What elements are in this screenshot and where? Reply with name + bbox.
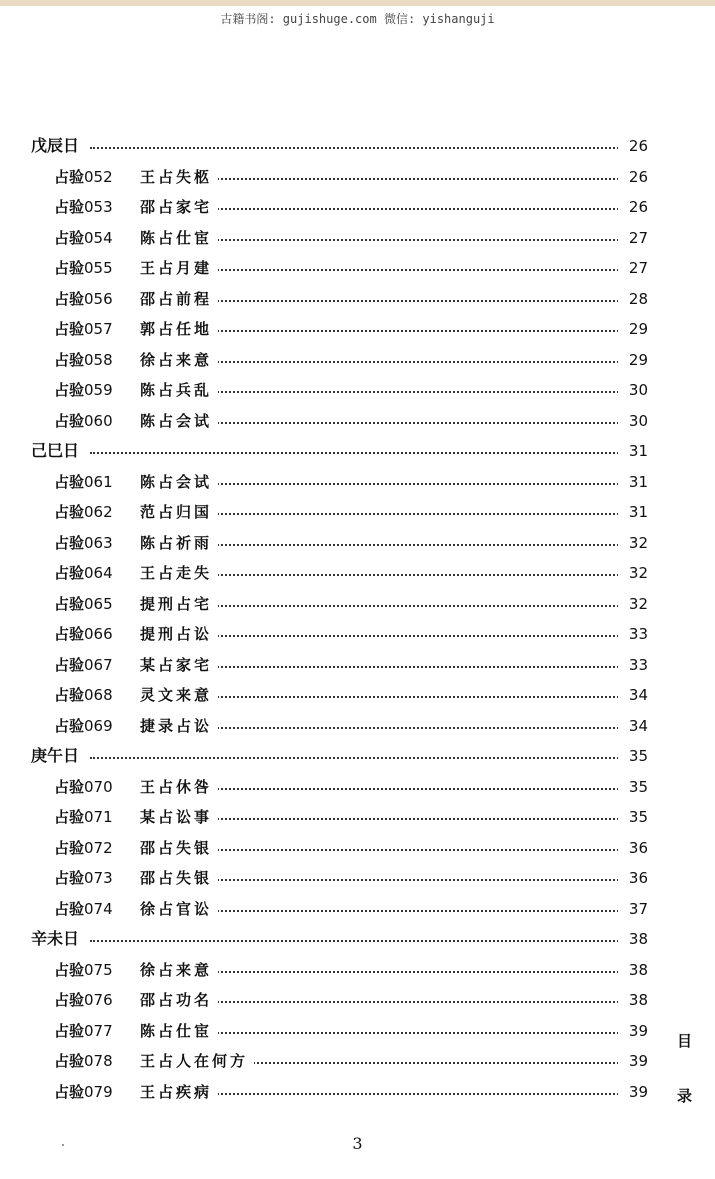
entry-code — [54, 406, 140, 437]
entry-label: 占验 — [54, 1021, 85, 1040]
entry-title-group — [54, 162, 218, 193]
entry-label: 占验 — [54, 350, 85, 369]
entry-code — [54, 650, 140, 681]
entry-page-number: 33 — [618, 619, 648, 650]
toc-entry-row — [0, 192, 715, 223]
entry-label: 占验 — [54, 808, 85, 826]
toc-entry-row — [0, 375, 715, 406]
section-title: 戊辰日 — [31, 131, 85, 162]
entry-title-group — [54, 558, 218, 589]
entry-label: 占验 — [54, 1052, 85, 1070]
entry-code — [54, 833, 140, 864]
entry-code — [54, 528, 140, 559]
entry-number: 078 — [84, 1052, 113, 1070]
dot-leader — [90, 757, 623, 759]
entry-number: 071 — [84, 808, 113, 826]
toc-entry-row — [0, 589, 715, 620]
entry-code — [54, 802, 140, 833]
toc-section-row — [0, 436, 715, 467]
entry-number: 072 — [84, 838, 113, 857]
entry-number: 064 — [84, 564, 113, 582]
entry-label: 占验 — [54, 869, 85, 887]
entry-title-group — [54, 680, 218, 711]
toc-entry-row — [0, 772, 715, 803]
entry-code — [54, 1077, 140, 1108]
toc-entry-row — [0, 406, 715, 437]
toc-entry-row — [0, 711, 715, 742]
entry-title: 邵占前程 — [140, 289, 213, 308]
toc-entry-row — [0, 284, 715, 315]
entry-code — [54, 162, 140, 193]
entry-number: 075 — [84, 960, 113, 979]
entry-page-number: 32 — [618, 558, 648, 589]
entry-page-number: 32 — [618, 528, 648, 559]
entry-title: 王占走失 — [140, 564, 213, 582]
entry-page-number: 34 — [618, 711, 648, 742]
entry-title: 邵占功名 — [140, 991, 213, 1009]
toc-entry-row — [0, 1016, 715, 1047]
entry-title: 某占讼事 — [140, 808, 213, 826]
entry-title-group — [54, 955, 218, 986]
entry-page-number: 35 — [618, 772, 648, 803]
entry-title-group — [54, 345, 218, 376]
section-page-number: 35 — [618, 741, 648, 772]
entry-number: 070 — [84, 777, 113, 796]
toc-entry-row — [0, 802, 715, 833]
entry-title-group — [54, 833, 218, 864]
toc-entry-row — [0, 467, 715, 498]
entry-title: 陈占会试 — [140, 472, 213, 491]
entry-label: 占验 — [54, 533, 85, 552]
entry-title: 陈占仕宦 — [140, 1021, 213, 1040]
toc-entry-row — [0, 985, 715, 1016]
entry-page-number: 38 — [618, 985, 648, 1016]
toc-entry-row — [0, 619, 715, 650]
entry-number: 053 — [84, 198, 113, 216]
entry-label: 占验 — [54, 838, 85, 857]
entry-label: 占验 — [54, 259, 85, 277]
entry-title-group — [54, 467, 218, 498]
entry-title-group — [54, 772, 218, 803]
entry-number: 067 — [84, 655, 113, 674]
entry-title-group — [54, 192, 218, 223]
entry-title-group — [54, 619, 218, 650]
side-label-lu: 录 — [677, 1087, 693, 1105]
entry-title-group — [54, 253, 218, 284]
toc-entry-row — [0, 314, 715, 345]
entry-title-group — [54, 314, 218, 345]
entry-title: 徐占官讼 — [140, 899, 213, 918]
entry-title: 邵占家宅 — [140, 198, 213, 216]
section-title: 己巳日 — [31, 436, 85, 467]
entry-title-group — [54, 375, 218, 406]
entry-title-group — [54, 802, 218, 833]
entry-code — [54, 955, 140, 986]
toc-entry-row — [0, 1046, 715, 1077]
entry-page-number: 36 — [618, 863, 648, 894]
entry-page-number: 32 — [618, 589, 648, 620]
dot-leader — [90, 940, 623, 942]
entry-label: 占验 — [54, 716, 85, 735]
entry-code — [54, 1016, 140, 1047]
toc-entry-row — [0, 680, 715, 711]
entry-code — [54, 345, 140, 376]
entry-code — [54, 284, 140, 315]
entry-title-group — [54, 223, 218, 254]
entry-label: 占验 — [54, 381, 85, 399]
section-page-number: 31 — [618, 436, 648, 467]
entry-title: 王占失柩 — [140, 167, 213, 186]
entry-code — [54, 589, 140, 620]
entry-number: 066 — [84, 625, 113, 643]
toc-entry-row — [0, 650, 715, 681]
entry-title: 邵占失银 — [140, 838, 213, 857]
toc-entry-row — [0, 833, 715, 864]
watermark-text: 古籍书阁: gujishuge.com 微信: yishanguji — [220, 12, 495, 26]
table-of-contents — [0, 131, 715, 1107]
entry-page-number: 28 — [618, 284, 648, 315]
entry-title-group — [54, 1077, 218, 1108]
entry-title: 郭占任地 — [140, 320, 213, 338]
entry-title: 王占疾病 — [140, 1082, 213, 1101]
entry-label: 占验 — [54, 472, 85, 491]
entry-page-number: 35 — [618, 802, 648, 833]
top-border — [0, 0, 715, 6]
entry-label: 占验 — [54, 320, 85, 338]
scan-speck — [62, 1144, 64, 1146]
entry-title: 范占归国 — [140, 503, 213, 521]
entry-page-number: 27 — [618, 223, 648, 254]
entry-title-group — [54, 863, 218, 894]
entry-page-number: 26 — [618, 162, 648, 193]
entry-page-number: 29 — [618, 345, 648, 376]
entry-label: 占验 — [54, 167, 85, 186]
entry-label: 占验 — [54, 198, 85, 216]
entry-title: 陈占祈雨 — [140, 533, 213, 552]
entry-page-number: 37 — [618, 894, 648, 925]
entry-page-number: 26 — [618, 192, 648, 223]
entry-code — [54, 863, 140, 894]
entry-title-group — [54, 589, 218, 620]
toc-entry-row — [0, 528, 715, 559]
section-title: 庚午日 — [31, 741, 85, 772]
entry-title-group — [54, 284, 218, 315]
entry-code — [54, 314, 140, 345]
entry-label: 占验 — [54, 686, 85, 704]
entry-page-number: 29 — [618, 314, 648, 345]
entry-page-number: 27 — [618, 253, 648, 284]
entry-title: 王占人在何方 — [140, 1052, 249, 1070]
entry-title: 提刑占讼 — [140, 625, 213, 643]
toc-entry-row — [0, 863, 715, 894]
entry-title-group — [54, 1016, 218, 1047]
entry-title: 邵占失银 — [140, 869, 213, 887]
page-number: 3 — [352, 1134, 363, 1153]
entry-title-group — [54, 497, 218, 528]
entry-label: 占验 — [54, 777, 85, 796]
entry-title: 陈占仕宦 — [140, 228, 213, 247]
entry-number: 059 — [84, 381, 113, 399]
entry-label: 占验 — [54, 1082, 85, 1101]
section-page-number: 26 — [618, 131, 648, 162]
entry-code — [54, 985, 140, 1016]
entry-title: 王占休咎 — [140, 777, 213, 796]
entry-title: 捷录占讼 — [140, 716, 213, 735]
toc-entry-row — [0, 223, 715, 254]
entry-title-group — [54, 894, 218, 925]
toc-entry-row — [0, 1077, 715, 1108]
entry-title-group — [54, 528, 218, 559]
entry-number: 068 — [84, 686, 113, 704]
entry-label: 占验 — [54, 411, 85, 430]
entry-label: 占验 — [54, 991, 85, 1009]
entry-title-group — [54, 711, 218, 742]
entry-label: 占验 — [54, 228, 85, 247]
toc-entry-row — [0, 497, 715, 528]
entry-number: 077 — [84, 1021, 113, 1040]
toc-entry-row — [0, 162, 715, 193]
entry-title-group — [54, 1046, 254, 1077]
entry-title: 王占月建 — [140, 259, 213, 277]
entry-label: 占验 — [54, 960, 85, 979]
entry-label: 占验 — [54, 564, 85, 582]
entry-page-number: 39 — [618, 1016, 648, 1047]
entry-label: 占验 — [54, 594, 85, 613]
entry-number: 058 — [84, 350, 113, 369]
toc-entry-row — [0, 955, 715, 986]
entry-number: 079 — [84, 1082, 113, 1101]
side-label-mu: 目 — [677, 1032, 693, 1050]
entry-code — [54, 223, 140, 254]
entry-title: 徐占来意 — [140, 350, 213, 369]
entry-number: 057 — [84, 320, 113, 338]
entry-page-number: 31 — [618, 467, 648, 498]
entry-label: 占验 — [54, 899, 85, 918]
entry-number: 069 — [84, 716, 113, 735]
toc-section-row — [0, 131, 715, 162]
entry-title: 某占家宅 — [140, 655, 213, 674]
entry-number: 062 — [84, 503, 113, 521]
toc-section-row — [0, 924, 715, 955]
entry-page-number: 36 — [618, 833, 648, 864]
entry-page-number: 33 — [618, 650, 648, 681]
entry-number: 063 — [84, 533, 113, 552]
entry-page-number: 34 — [618, 680, 648, 711]
entry-code — [54, 1046, 140, 1077]
section-page-number: 38 — [618, 924, 648, 955]
entry-code — [54, 680, 140, 711]
entry-page-number: 30 — [618, 406, 648, 437]
entry-page-number: 30 — [618, 375, 648, 406]
dot-leader — [90, 452, 623, 454]
entry-code — [54, 497, 140, 528]
entry-number: 065 — [84, 594, 113, 613]
entry-number: 054 — [84, 228, 113, 247]
entry-number: 074 — [84, 899, 113, 918]
toc-entry-row — [0, 558, 715, 589]
entry-title: 陈占兵乱 — [140, 381, 213, 399]
toc-entry-row — [0, 894, 715, 925]
entry-number: 056 — [84, 289, 113, 308]
entry-code — [54, 558, 140, 589]
entry-title: 灵文来意 — [140, 686, 213, 704]
entry-label: 占验 — [54, 625, 85, 643]
entry-page-number: 38 — [618, 955, 648, 986]
dot-leader — [90, 147, 623, 149]
entry-title-group — [54, 406, 218, 437]
entry-title-group — [54, 985, 218, 1016]
entry-title: 陈占会试 — [140, 411, 213, 430]
entry-number: 073 — [84, 869, 113, 887]
entry-label: 占验 — [54, 655, 85, 674]
toc-entry-row — [0, 345, 715, 376]
entry-code — [54, 467, 140, 498]
entry-code — [54, 619, 140, 650]
section-title: 辛未日 — [31, 924, 85, 955]
entry-number: 055 — [84, 259, 113, 277]
entry-code — [54, 772, 140, 803]
toc-section-row — [0, 741, 715, 772]
entry-title-group — [54, 650, 218, 681]
entry-number: 060 — [84, 411, 113, 430]
entry-code — [54, 253, 140, 284]
entry-label: 占验 — [54, 503, 85, 521]
toc-entry-row — [0, 253, 715, 284]
entry-page-number: 39 — [618, 1077, 648, 1108]
entry-label: 占验 — [54, 289, 85, 308]
entry-title: 徐占来意 — [140, 960, 213, 979]
entry-number: 061 — [84, 472, 113, 491]
entry-number: 052 — [84, 167, 113, 186]
entry-page-number: 31 — [618, 497, 648, 528]
entry-title: 提刑占宅 — [140, 594, 213, 613]
entry-code — [54, 894, 140, 925]
entry-code — [54, 711, 140, 742]
entry-code — [54, 192, 140, 223]
entry-page-number: 39 — [618, 1046, 648, 1077]
entry-code — [54, 375, 140, 406]
entry-number: 076 — [84, 991, 113, 1009]
